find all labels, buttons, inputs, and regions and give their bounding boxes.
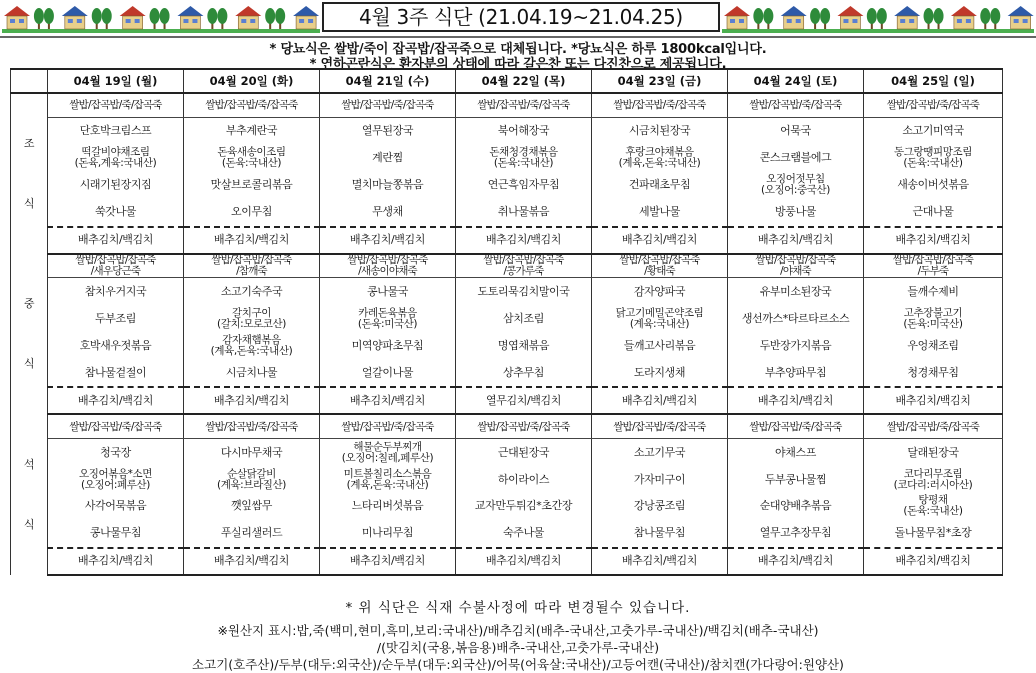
day-header-row [11, 69, 1003, 93]
tree-icon [924, 8, 934, 29]
menu-item: 감자채햄볶음 (계육,돈육:국내산) [184, 332, 320, 359]
kimchi-cell: 배추김치/백김치 [48, 387, 184, 414]
day-header: 04월 23일 (금) [592, 69, 728, 93]
menu-item: 쌀밥/잡곡밥/잡곡죽 /두부죽 [864, 254, 1003, 278]
menu-item: 세발나물 [592, 199, 728, 227]
menu-item: 소고기무국 [592, 439, 728, 466]
menu-item: 깻잎쌈무 [184, 493, 320, 520]
menu-item: 방풍나물 [728, 199, 864, 227]
menu-item: 쌀밥/잡곡밥/죽/잡곡죽 [592, 93, 728, 117]
menu-item: 쑥갓나물 [48, 199, 184, 227]
tree-icon [92, 8, 102, 29]
kimchi-cell: 열무김치/백김치 [456, 387, 592, 414]
menu-item: 쌀밥/잡곡밥/죽/잡곡죽 [184, 414, 320, 438]
house-icon [1008, 6, 1034, 29]
menu-item: 쌀밥/잡곡밥/잡곡죽 /야채죽 [728, 254, 864, 278]
menu-item: 시래기된장지짐 [48, 172, 184, 199]
menu-item: 돌나물무침*초장 [864, 520, 1003, 548]
kimchi-cell: 배추김치/백김치 [864, 548, 1003, 575]
tree-icon [990, 8, 1000, 29]
menu-row [11, 145, 1003, 172]
tree-icon [275, 8, 285, 29]
meal-label-bottom: 식 [23, 517, 35, 531]
meal-label-top: 중 [23, 296, 35, 310]
menu-item: 쌀밥/잡곡밥/죽/잡곡죽 [48, 93, 184, 117]
tree-icon [980, 8, 990, 29]
menu-row [11, 93, 1003, 117]
menu-item: 호박새우젓볶음 [48, 332, 184, 359]
menu-item: 쌀밥/잡곡밥/잡곡죽 /새우당근죽 [48, 254, 184, 278]
menu-item: 야채스프 [728, 439, 864, 466]
kimchi-cell: 배추김치/백김치 [592, 387, 728, 414]
house-icon [837, 6, 863, 29]
kimchi-cell: 배추김치/백김치 [864, 227, 1003, 254]
menu-item: 어묵국 [728, 117, 864, 144]
menu-item: 코다리무조림 (코다리:러시아산) [864, 466, 1003, 493]
origin-line-3: 소고기(호주산)/두부(대두:외국산)/순두부(대두:외국산)/어묵(어육살:국내산)/고등어캔(국내산)/참치캔(가다랑어:원양산) [192, 657, 844, 672]
house-icon [951, 6, 977, 29]
menu-item: 참치우거지국 [48, 278, 184, 305]
kimchi-cell: 배추김치/백김치 [320, 548, 456, 575]
menu-item: 쌀밥/잡곡밥/죽/잡곡죽 [592, 414, 728, 438]
tree-icon [810, 8, 820, 29]
menu-item: 콘스크램블에그 [728, 145, 864, 172]
day-header: 04월 24일 (토) [728, 69, 864, 93]
menu-item: 쌀밥/잡곡밥/죽/잡곡죽 [320, 414, 456, 438]
menu-item: 오징어볶음*소면 (오징어:페루산) [48, 466, 184, 493]
notice-dysphagia: * 연하곤란식은 환자분의 상태에 따라 갈은찬 또는 다진찬으로 제공됩니다. [309, 57, 727, 72]
meal-label [11, 254, 48, 415]
tree-icon [820, 8, 830, 29]
menu-item: 숙주나물 [456, 520, 592, 548]
menu-item: 참나물겉절이 [48, 359, 184, 387]
menu-item: 쌀밥/잡곡밥/죽/잡곡죽 [320, 93, 456, 117]
day-header: 04월 22일 (목) [456, 69, 592, 93]
menu-item: 새송이버섯볶음 [864, 172, 1003, 199]
menu-item: 열무고추장무침 [728, 520, 864, 548]
tree-icon [160, 8, 170, 29]
house-icon [781, 6, 807, 29]
tree-icon [150, 8, 160, 29]
menu-item: 순살닭갈비 (계육:브라질산) [184, 466, 320, 493]
menu-item: 쌀밥/잡곡밥/잡곡죽 /콩가루죽 [456, 254, 592, 278]
menu-row [11, 199, 1003, 227]
menu-item: 사각어묵볶음 [48, 493, 184, 520]
menu-row [11, 332, 1003, 359]
menu-item: 미나리무침 [320, 520, 456, 548]
menu-row [11, 305, 1003, 332]
menu-item: 오징어젓무침 (오징어:중국산) [728, 172, 864, 199]
menu-item: 동그랑땡피망조림 (돈육:국내산) [864, 145, 1003, 172]
weekly-menu-table [10, 68, 1003, 576]
page-title: 4월 3주 식단 (21.04.19~21.04.25) [322, 2, 720, 32]
house-icon [62, 6, 88, 29]
menu-item: 쌀밥/잡곡밥/죽/잡곡죽 [728, 414, 864, 438]
menu-item: 쌀밥/잡곡밥/죽/잡곡죽 [864, 93, 1003, 117]
menu-item: 얼갈이나물 [320, 359, 456, 387]
menu-row [11, 439, 1003, 466]
house-icon [177, 6, 203, 29]
menu-item: 맛살브로콜리볶음 [184, 172, 320, 199]
menu-row [11, 414, 1003, 438]
menu-item: 계란찜 [320, 145, 456, 172]
decorative-village-right [722, 3, 1034, 33]
menu-item: 쌀밥/잡곡밥/죽/잡곡죽 [456, 414, 592, 438]
menu-item: 쌀밥/잡곡밥/죽/잡곡죽 [184, 93, 320, 117]
day-header: 04월 19일 (월) [48, 69, 184, 93]
menu-item: 명엽채볶음 [456, 332, 592, 359]
menu-row [11, 548, 1003, 575]
menu-row [11, 278, 1003, 305]
menu-item: 쌀밥/잡곡밥/죽/잡곡죽 [728, 93, 864, 117]
menu-item: 유부미소된장국 [728, 278, 864, 305]
menu-item: 푸실리샐러드 [184, 520, 320, 548]
tree-icon [265, 8, 275, 29]
day-header: 04월 21일 (수) [320, 69, 456, 93]
menu-row [11, 359, 1003, 387]
kimchi-cell: 배추김치/백김치 [592, 548, 728, 575]
menu-item: 탕평채 (돈육:국내산) [864, 493, 1003, 520]
origin-line-2: /(맛김치(국용,볶음용)배추-국내산,고춧가루-국내산) [376, 640, 660, 655]
menu-item: 달래된장국 [864, 439, 1003, 466]
menu-item: 강낭콩조림 [592, 493, 728, 520]
corner-cell [11, 69, 48, 93]
change-notice: * 위 식단은 식재 수불사정에 따라 변경될수 있습니다. [345, 600, 691, 616]
menu-item: 오이무침 [184, 199, 320, 227]
menu-item: 열무된장국 [320, 117, 456, 144]
menu-item: 쌀밥/잡곡밥/잡곡죽 /참깨죽 [184, 254, 320, 278]
kimchi-cell: 배추김치/백김치 [728, 227, 864, 254]
tree-icon [934, 8, 944, 29]
menu-item: 생선까스*타르타르소스 [728, 305, 864, 332]
menu-item: 두반장가지볶음 [728, 332, 864, 359]
menu-item: 부추양파무침 [728, 359, 864, 387]
menu-item: 쌀밥/잡곡밥/잡곡죽 /새송이야채죽 [320, 254, 456, 278]
menu-item: 쌀밥/잡곡밥/죽/잡곡죽 [48, 414, 184, 438]
menu-item: 카레돈육볶음 (돈육:미국산) [320, 305, 456, 332]
kimchi-cell: 배추김치/백김치 [320, 227, 456, 254]
menu-item: 감자양파국 [592, 278, 728, 305]
kimchi-cell: 배추김치/백김치 [864, 387, 1003, 414]
menu-item: 해물순두부찌개 (오징어:칠레,페루산) [320, 439, 456, 466]
menu-item: 쌀밥/잡곡밥/죽/잡곡죽 [864, 414, 1003, 438]
decorative-village-left [2, 3, 320, 33]
notice-diabetes: * 당뇨식은 쌀밥/죽이 잡곡밥/잡곡죽으로 대체됩니다. *당뇨식은 하루 1800kcal입니다. [269, 42, 767, 57]
menu-row [11, 117, 1003, 144]
tree-icon [44, 8, 54, 29]
menu-item: 시금치된장국 [592, 117, 728, 144]
kimchi-cell: 배추김치/백김치 [728, 548, 864, 575]
tree-icon [867, 8, 877, 29]
menu-item: 소고기숙주국 [184, 278, 320, 305]
menu-item: 취나물볶음 [456, 199, 592, 227]
menu-item: 우엉채조림 [864, 332, 1003, 359]
meal-label [11, 414, 48, 575]
menu-item: 미트볼칠리소스볶음 (계육,돈육:국내산) [320, 466, 456, 493]
menu-item: 돈채청경채볶음 (돈육:국내산) [456, 145, 592, 172]
menu-item: 느타리버섯볶음 [320, 493, 456, 520]
tree-icon [102, 8, 112, 29]
title-bar [0, 0, 1036, 36]
menu-item: 쌀밥/잡곡밥/죽/잡곡죽 [456, 93, 592, 117]
menu-item: 건파래초무침 [592, 172, 728, 199]
menu-item: 북어해장국 [456, 117, 592, 144]
menu-item: 부추계란국 [184, 117, 320, 144]
menu-row [11, 520, 1003, 548]
menu-item: 두부콩나물찜 [728, 466, 864, 493]
menu-row [11, 172, 1003, 199]
menu-row [11, 254, 1003, 278]
menu-item: 고추장불고기 (돈육:미국산) [864, 305, 1003, 332]
menu-item: 콩나물무침 [48, 520, 184, 548]
menu-item: 닭고기메밀곤약조림 (계육:국내산) [592, 305, 728, 332]
kimchi-cell: 배추김치/백김치 [456, 227, 592, 254]
kimchi-cell: 배추김치/백김치 [48, 548, 184, 575]
menu-item: 근대나물 [864, 199, 1003, 227]
menu-item: 연근흑임자무침 [456, 172, 592, 199]
menu-row [11, 466, 1003, 493]
menu-item: 두부조림 [48, 305, 184, 332]
menu-item: 무생채 [320, 199, 456, 227]
menu-item: 들깨수제비 [864, 278, 1003, 305]
menu-item: 들깨고사리볶음 [592, 332, 728, 359]
menu-row [11, 387, 1003, 414]
menu-item: 근대된장국 [456, 439, 592, 466]
menu-item: 청경채무침 [864, 359, 1003, 387]
menu-item: 소고기미역국 [864, 117, 1003, 144]
menu-row [11, 227, 1003, 254]
day-header: 04월 20일 (화) [184, 69, 320, 93]
tree-icon [217, 8, 227, 29]
kimchi-cell: 배추김치/백김치 [456, 548, 592, 575]
house-icon [235, 6, 261, 29]
menu-item: 돈육새송이조림 (돈육:국내산) [184, 145, 320, 172]
menu-row [11, 493, 1003, 520]
house-icon [293, 6, 319, 29]
menu-item: 단호박크림스프 [48, 117, 184, 144]
menu-item: 청국장 [48, 439, 184, 466]
menu-item: 미역양파초무침 [320, 332, 456, 359]
meal-label-bottom: 식 [23, 356, 35, 370]
meal-label [11, 93, 48, 254]
tree-icon [34, 8, 44, 29]
menu-item: 하이라이스 [456, 466, 592, 493]
menu-item: 교자만두튀김*초간장 [456, 493, 592, 520]
menu-item: 쌀밥/잡곡밥/잡곡죽 /황태죽 [592, 254, 728, 278]
kimchi-cell: 배추김치/백김치 [184, 387, 320, 414]
menu-item: 삼치조림 [456, 305, 592, 332]
menu-item: 떡갈비야채조림 (돈육,계육:국내산) [48, 145, 184, 172]
kimchi-cell: 배추김치/백김치 [48, 227, 184, 254]
day-header: 04월 25일 (일) [864, 69, 1003, 93]
menu-item: 상추무침 [456, 359, 592, 387]
menu-item: 후랑크야채볶음 (계육,돈육:국내산) [592, 145, 728, 172]
menu-item: 콩나물국 [320, 278, 456, 305]
meal-label-top: 석 [23, 457, 35, 471]
menu-item: 멸치마늘쫑볶음 [320, 172, 456, 199]
tree-icon [207, 8, 217, 29]
tree-icon [753, 8, 763, 29]
kimchi-cell: 배추김치/백김치 [320, 387, 456, 414]
meal-label-bottom: 식 [23, 196, 35, 210]
house-icon [724, 6, 750, 29]
kimchi-cell: 배추김치/백김치 [184, 548, 320, 575]
kimchi-cell: 배추김치/백김치 [184, 227, 320, 254]
menu-item: 도라지생채 [592, 359, 728, 387]
menu-item: 시금치나물 [184, 359, 320, 387]
kimchi-cell: 배추김치/백김치 [592, 227, 728, 254]
menu-item: 갈치구이 (갈치:모로코산) [184, 305, 320, 332]
menu-item: 참나물무침 [592, 520, 728, 548]
menu-item: 다시마무채국 [184, 439, 320, 466]
kimchi-cell: 배추김치/백김치 [728, 387, 864, 414]
house-icon [120, 6, 146, 29]
meal-label-top: 조 [23, 136, 35, 150]
origin-line-1: ※원산지 표시:밥,죽(백미,현미,흑미,보리:국내산)/배추김치(배추-국내산,고춧가루-국내산)/백김치(배추-국내산) [217, 623, 819, 638]
tree-icon [877, 8, 887, 29]
menu-item: 가자미구이 [592, 466, 728, 493]
tree-icon [763, 8, 773, 29]
menu-item: 순대양배추볶음 [728, 493, 864, 520]
menu-item: 도토리묵김치말이국 [456, 278, 592, 305]
house-icon [894, 6, 920, 29]
house-icon [4, 6, 30, 29]
